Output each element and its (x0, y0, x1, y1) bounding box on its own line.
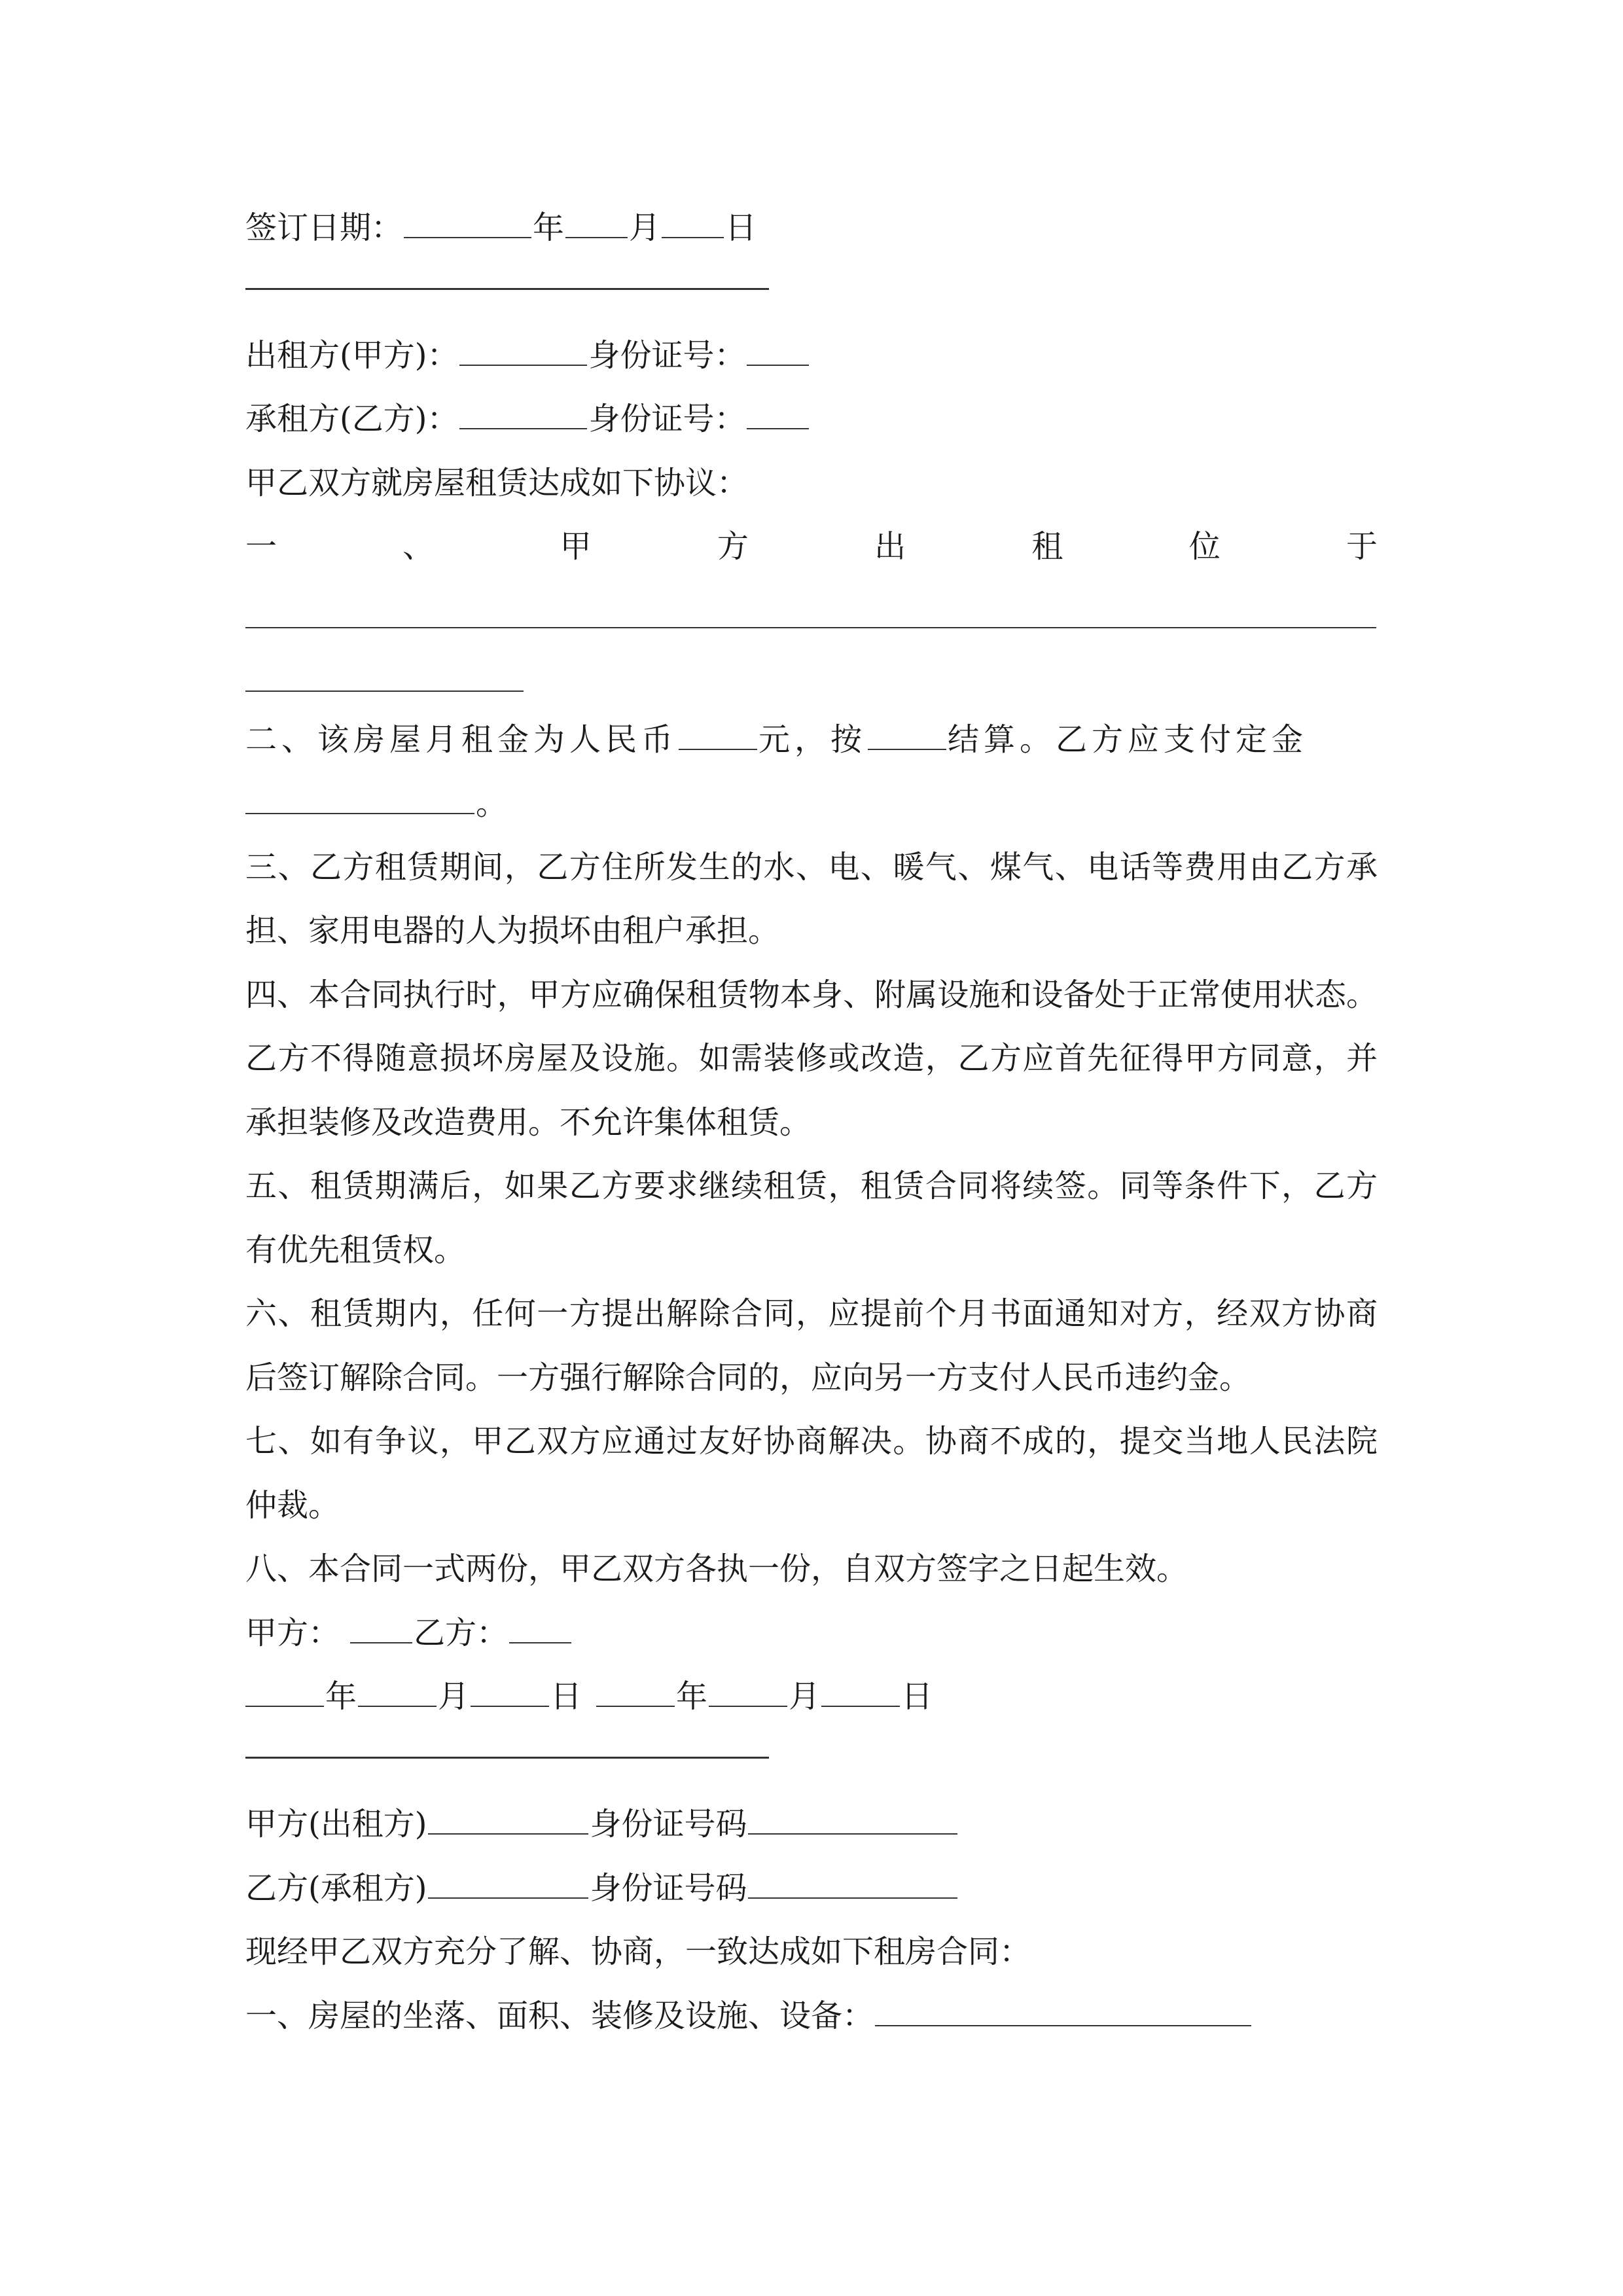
party-a-month-blank (358, 1677, 437, 1707)
clause-5-line-2: 有优先租赁权。 (245, 1232, 466, 1268)
party-b-signature-blank (509, 1613, 571, 1643)
clause-4-line-1: 四、本合同执行时，甲方应确保租赁物本身、附属设施和设备处于正常使用状态。 (245, 977, 1378, 1013)
party-b-month-blank (709, 1677, 787, 1707)
clause-2-text-a: 二、该房屋月租金为人民币 (245, 721, 678, 758)
party-a-signature-blank (350, 1613, 412, 1643)
landlord-line (245, 336, 810, 375)
clause-1-char: 甲 (560, 528, 592, 565)
clause-7-line-1: 七、如有争议，甲乙双方应通过友好协商解决。协商不成的，提交当地人民法院 (245, 1423, 1378, 1460)
second-party-a-id-blank (748, 1804, 957, 1835)
party-b-year-blank (596, 1677, 675, 1707)
sign-date-line (245, 208, 757, 247)
second-party-b-name-blank (428, 1869, 588, 1899)
tenant-label: 承租方(乙方)： (245, 401, 459, 437)
sign-date-label: 签订日期： (245, 209, 403, 246)
sign-day-blank (662, 208, 724, 238)
sign-day-unit: 日 (725, 209, 757, 246)
second-section-item-1 (245, 1996, 1253, 2036)
clause-8: 八、本合同一式两份，甲乙双方各执一份，自双方签字之日起生效。 (245, 1551, 1188, 1587)
second-party-a-line (245, 1804, 959, 1844)
second-party-a-label: 甲方(出租方) (245, 1806, 427, 1842)
clause-2-line (245, 720, 1308, 759)
agreement-intro: 甲乙双方就房屋租赁达成如下协议： (245, 465, 749, 501)
clause-4-line-2: 乙方不得随意损坏房屋及设施。如需装修或改造，乙方应首先征得甲方同意，并 (245, 1040, 1378, 1077)
tenant-line (245, 399, 810, 439)
property-details-label: 一、房屋的坐落、面积、装修及设施、设备： (245, 1998, 874, 2034)
clause-1-char: 出 (874, 528, 906, 565)
second-party-a-id-label: 身份证号码 (590, 1806, 747, 1842)
party-b-day-unit: 日 (901, 1678, 933, 1715)
location-fill-line-short (245, 691, 524, 692)
party-a-signature-label: 甲方： (245, 1615, 340, 1651)
clause-1-char: 方 (717, 528, 749, 565)
sign-year-blank (404, 208, 531, 238)
clause-7-line-2: 仲裁。 (245, 1487, 340, 1524)
sign-year-unit: 年 (533, 209, 565, 246)
sign-month-unit: 月 (629, 209, 661, 246)
deposit-blank (245, 784, 474, 814)
clause-3-line-1: 三、乙方租赁期间，乙方住所发生的水、电、暖气、煤气、电话等费用由乙方承 (245, 849, 1378, 886)
clause-1-char: 位 (1188, 528, 1221, 565)
clause-2-text-c: 结算。乙方应支付定金 (948, 721, 1308, 758)
tenant-name-blank (459, 399, 587, 429)
separator-dash-1 (245, 288, 769, 290)
tenant-id-blank (747, 399, 809, 429)
second-party-b-id-label: 身份证号码 (590, 1870, 747, 1907)
party-a-year-unit: 年 (325, 1678, 357, 1715)
clause-1-char: 租 (1031, 528, 1063, 565)
clause-5-line-1: 五、租赁期满后，如果乙方要求继续租赁，租赁合同将续签。同等条件下，乙方 (245, 1168, 1378, 1204)
signature-dates-line (245, 1677, 933, 1716)
sign-month-blank (565, 208, 628, 238)
clause-1-char: 于 (1346, 528, 1378, 565)
party-a-day-blank (471, 1677, 549, 1707)
second-party-b-label: 乙方(承租方) (245, 1870, 427, 1907)
location-fill-line (245, 627, 1376, 628)
second-section-intro: 现经甲乙双方充分了解、协商，一致达成如下租房合同： (245, 1933, 1031, 1970)
clause-6-line-1: 六、租赁期内，任何一方提出解除合同，应提前个月书面通知对方，经双方协商 (245, 1295, 1378, 1332)
settlement-period-blank (868, 720, 946, 750)
tenant-id-label: 身份证号： (588, 401, 746, 437)
clause-6-line-2: 后签订解除合同。一方强行解除合同的，应向另一方支付人民币违约金。 (245, 1359, 1251, 1396)
party-b-month-unit: 月 (789, 1678, 821, 1715)
clause-1-char: 、 (402, 528, 435, 565)
clause-2-end: 。 (476, 785, 508, 822)
landlord-id-blank (747, 336, 809, 366)
party-a-day-unit: 日 (550, 1678, 582, 1715)
clause-1-char: 一 (245, 528, 277, 565)
second-party-b-line (245, 1869, 959, 1908)
rent-amount-blank (679, 720, 757, 750)
clause-3-line-2: 担、家用电器的人为损坏由租户承担。 (245, 912, 780, 949)
landlord-label: 出租方(甲方)： (245, 337, 459, 374)
second-party-a-name-blank (428, 1804, 588, 1835)
second-party-b-id-blank (748, 1869, 957, 1899)
clause-4-line-3: 承担装修及改造费用。不允许集体租赁。 (245, 1104, 812, 1141)
landlord-id-label: 身份证号： (588, 337, 746, 374)
party-b-year-unit: 年 (676, 1678, 708, 1715)
party-b-signature-label: 乙方： (414, 1615, 508, 1651)
separator-dash-2 (245, 1757, 769, 1759)
party-a-year-blank (245, 1677, 324, 1707)
clause-2-text-b: 元，按 (758, 721, 867, 758)
party-b-day-blank (821, 1677, 900, 1707)
signature-line (245, 1613, 573, 1653)
clause-2-deposit-line (245, 784, 507, 823)
clause-1-heading (245, 527, 1378, 566)
property-details-blank (875, 1996, 1251, 2026)
landlord-name-blank (459, 336, 587, 366)
party-a-month-unit: 月 (438, 1678, 470, 1715)
